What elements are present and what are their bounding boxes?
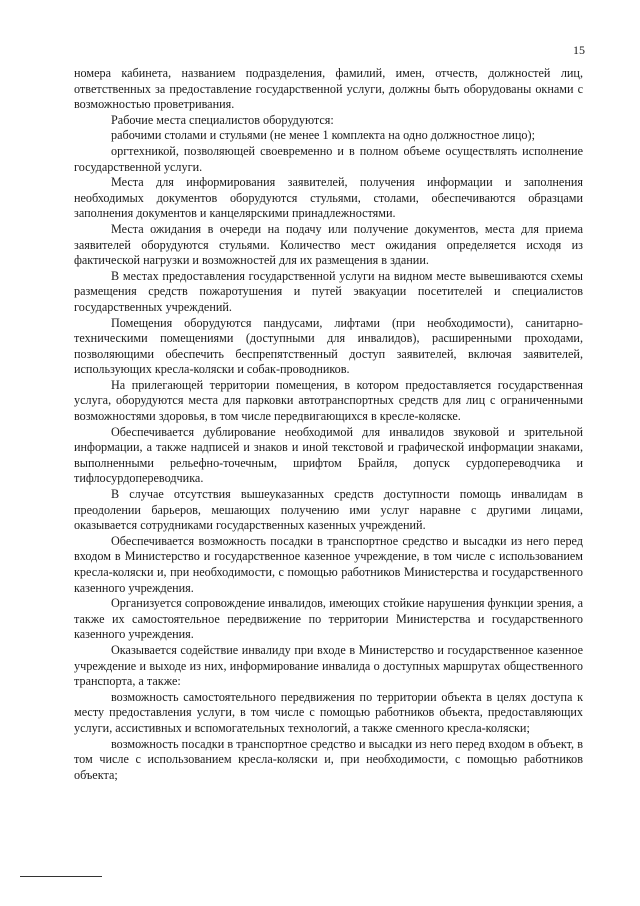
paragraph: рабочими столами и стульями (не менее 1 комплекта на одно должностное лицо); bbox=[111, 128, 535, 143]
paragraph: На прилегающей территории помещения, в котором предоставляется государственная услуга, оборудуются места для парковки автотранспортных средств для лиц с ограниченными возможностями здоровья, в том числе передвигающихся в кресле-коляске. bbox=[74, 377, 583, 424]
paragraph: Помещения оборудуются пандусами, лифтами (при необходимости), санитарно-техническими помещениями (доступными для инвалидов), расширенными проходами, позволяющими обеспечить беспрепятственный доступ заявителей, включая заявителей, использующих кресла-коляски и собак-проводников. bbox=[74, 315, 583, 377]
paragraph: В случае отсутствия вышеуказанных средств доступности помощь инвалидам в преодолении барьеров, мешающих получению ими услуг наравне с другими лицами, оказывается сотрудниками государственных казенных учреждений. bbox=[74, 487, 583, 533]
paragraph: Обеспечивается дублирование необходимой для инвалидов звуковой и зрительной информации, а также надписей и знаков и иной текстовой и графической информации знаками, выполненными рельефно-точечным, шрифтом Брайля, допуск сурдопереводчика и тифлосурдопереводчика. bbox=[74, 424, 583, 486]
paragraph: возможность самостоятельного передвижения по территории объекта в целях доступа к месту предоставления услуги, в том числе с помощью работников объекта, предоставляющих услуги, ассистивных и вспомогательных технологий, а также сменного кресла-коляски; bbox=[74, 689, 583, 735]
paragraph: В местах предоставления государственной услуги на видном месте вывешиваются схемы размещения средств пожаротушения и путей эвакуации посетителей и специалистов государственных учреждений. bbox=[74, 268, 583, 314]
paragraph: Обеспечивается возможность посадки в транспортное средство и высадки из него перед входом в Министерство и государственное казенное учреждение, в том числе с использованием кресла-коляски и, при необходимости, с помощью работников Министерства и государственного казенного учреждения. bbox=[74, 533, 583, 595]
paragraph: Рабочие места специалистов оборудуются: bbox=[111, 112, 334, 127]
paragraph: оргтехникой, позволяющей своевременно и в полном объеме осуществлять исполнение государственной услуги. bbox=[74, 143, 583, 174]
document-body bbox=[74, 66, 583, 783]
paragraph: возможность посадки в транспортное средство и высадки из него перед входом в объект, в том числе с использованием кресла-коляски и, при необходимости, с помощью работников объекта; bbox=[74, 736, 583, 782]
paragraph: Места ожидания в очереди на подачу или получение документов, места для приема заявителей оборудуются стульями. Количество мест ожидания определяется исходя из фактической нагрузки и возможностей для их размещения в здании. bbox=[74, 221, 583, 268]
paragraph: Места для информирования заявителей, получения информации и заполнения необходимых документов оборудуются стульями, столами, обеспечиваются образцами заполнения документов и канцелярскими принадлежностями. bbox=[74, 175, 583, 221]
paragraph: Организуется сопровождение инвалидов, имеющих стойкие нарушения функции зрения, а также их самостоятельное передвижение по территории Министерства и государственного казенного учреждения. bbox=[74, 596, 583, 642]
page-number: 15 bbox=[573, 43, 585, 57]
footnote-rule bbox=[20, 876, 102, 877]
paragraph: номера кабинета, названием подразделения, фамилий, имен, отчеств, должностей лиц, ответственных за предоставление государственной услуги, должны быть оборудованы окнами с возможностью проветривания. bbox=[74, 66, 583, 112]
paragraph: Оказывается содействие инвалиду при входе в Министерство и государственное казенное учреждение и выходе из них, информирование инвалида о доступных маршрутах общественного транспорта, а также: bbox=[74, 642, 583, 689]
